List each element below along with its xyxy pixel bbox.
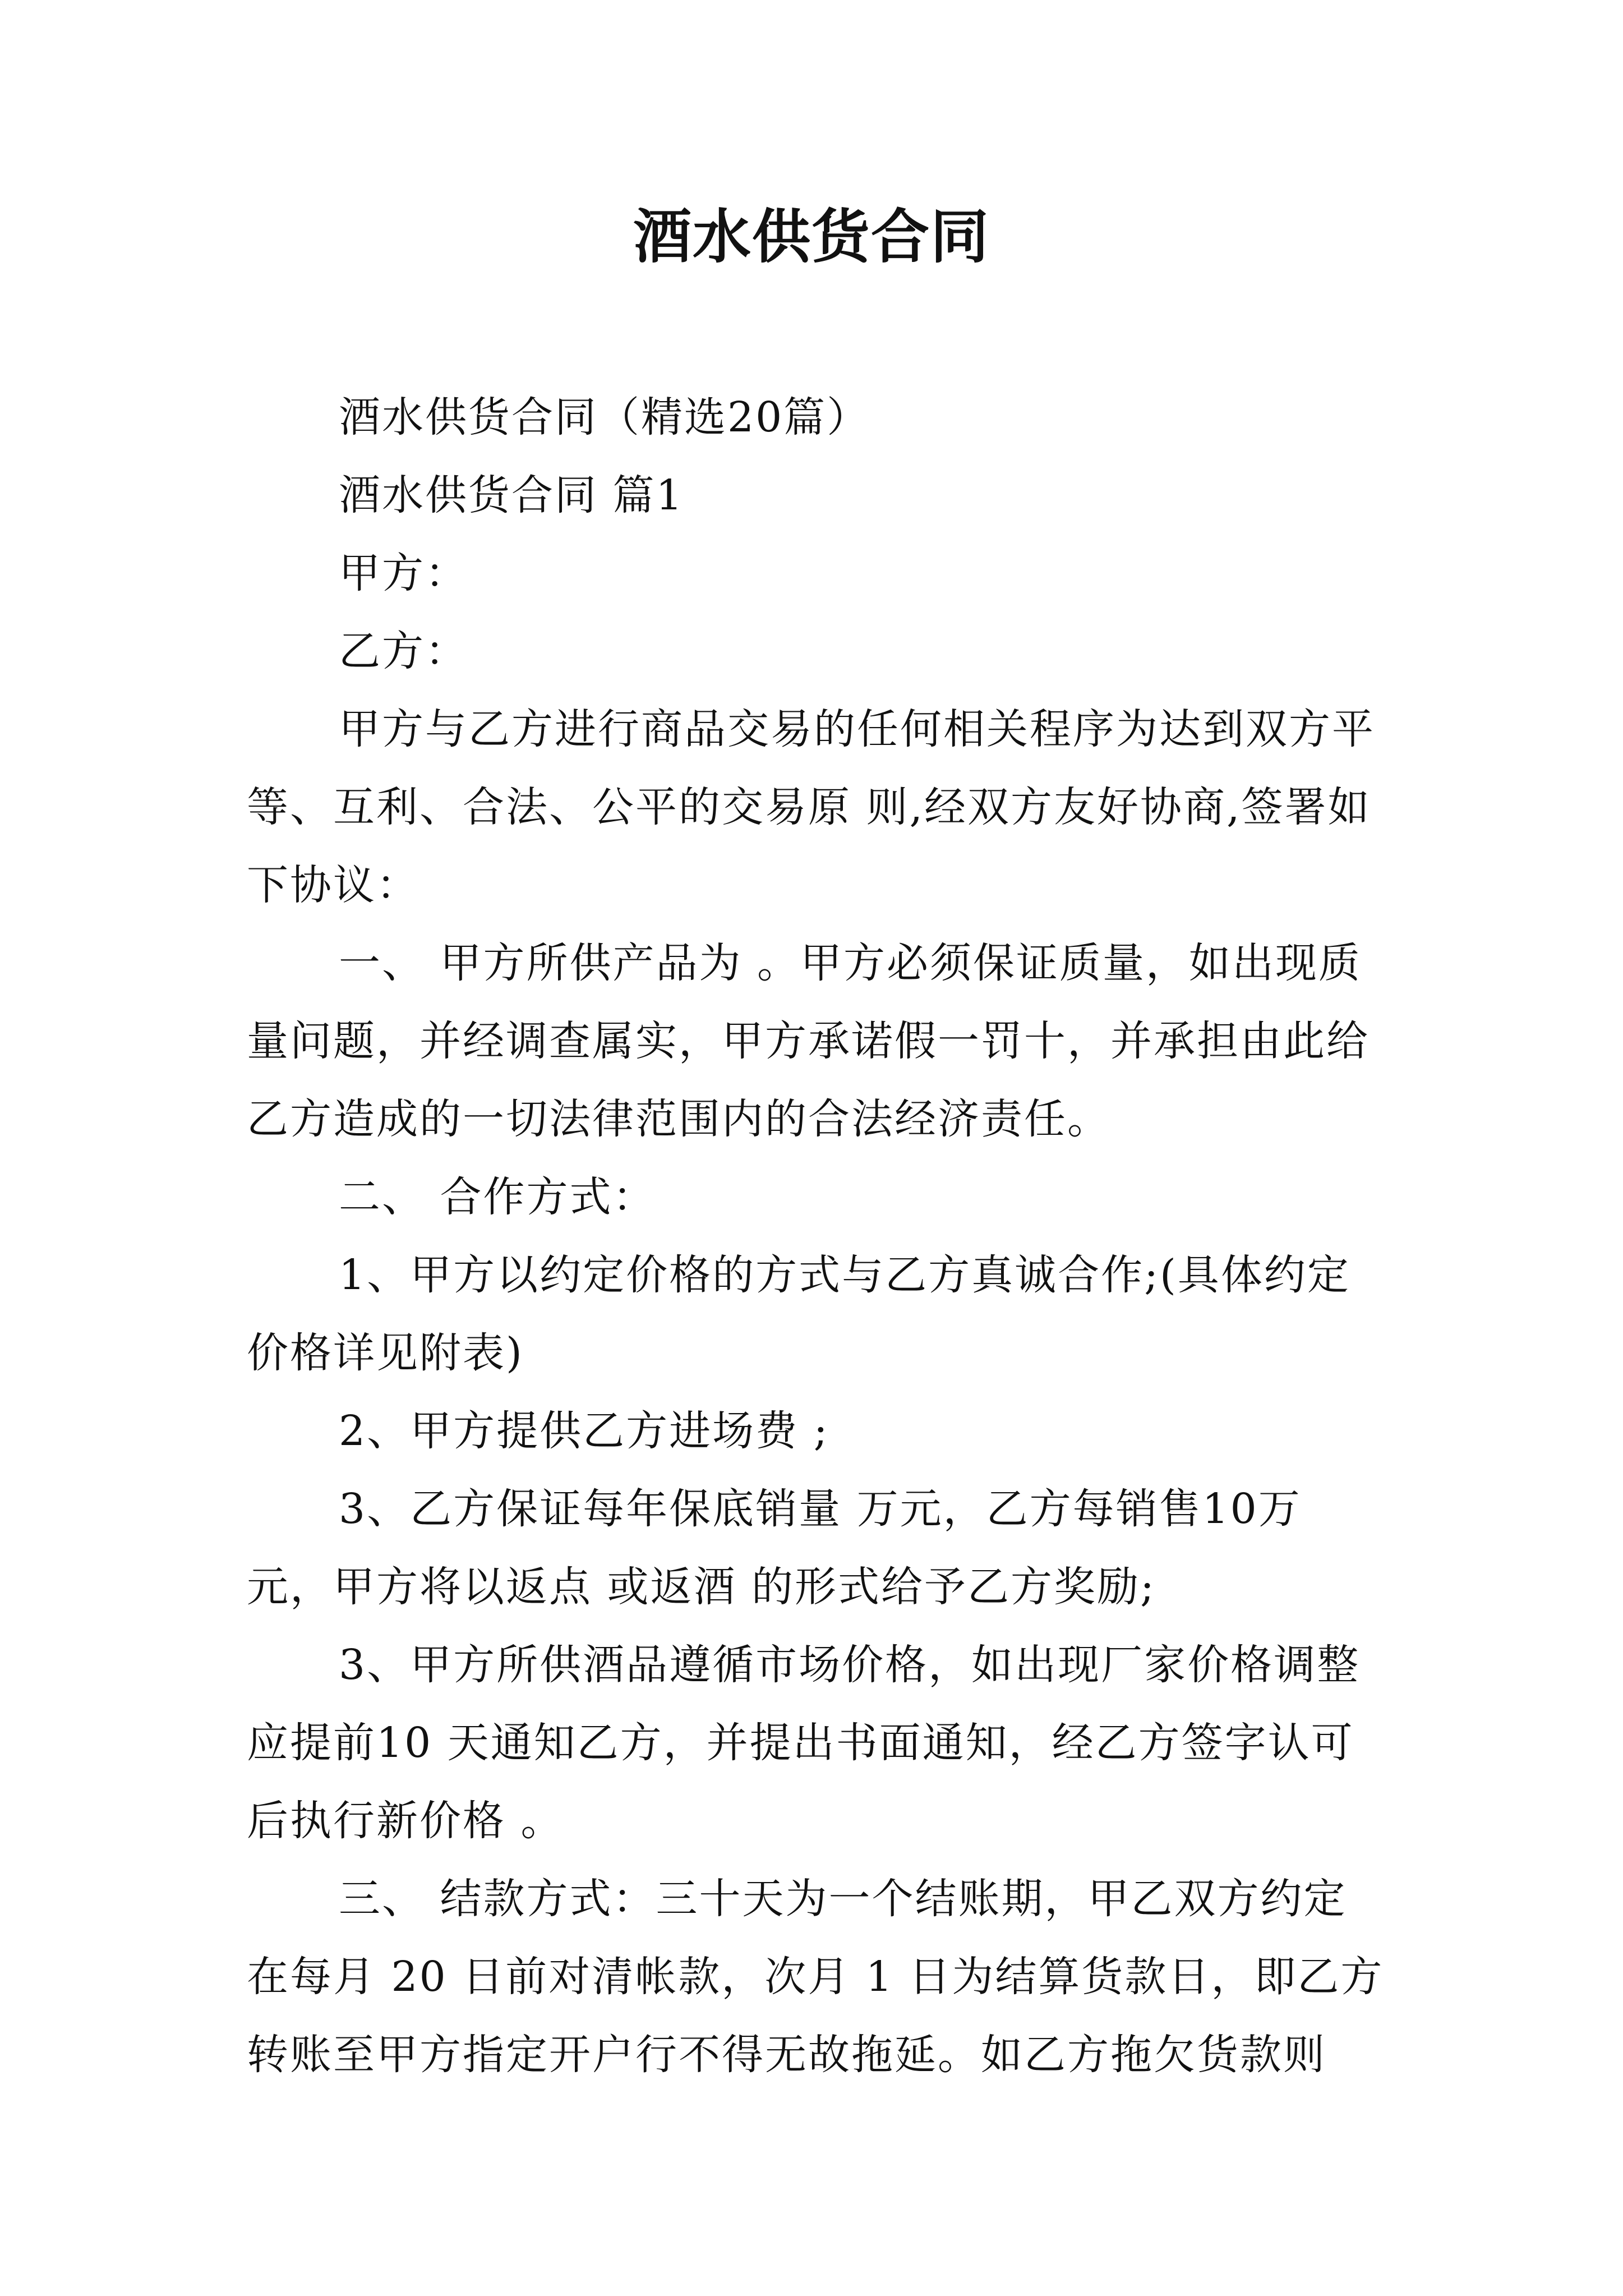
subtitle-line: 酒水供货合同（精选20篇） [339, 393, 870, 441]
intro-paragraph: 甲方与乙方进行商品交易的任何相关程序为达到双方平等、互利、合法、公平的交易原 则,经双方友好协商,签署如下协议： [247, 705, 1375, 909]
document-title: 酒水供货合同 [633, 202, 990, 271]
clause-2-heading: 二、 合作方式： [339, 1173, 656, 1221]
clause-1-paragraph: 一、 甲方所供产品为 。甲方必须保证质量，如出现质量问题，并经调查属实，甲方承诺假一罚十，并承担由此给乙方造成的一切法律范围内的合法经济责任。 [247, 939, 1370, 1143]
clause-2-item-2: 2、甲方提供乙方进场费 ; [339, 1407, 829, 1455]
party-b-line: 乙方： [339, 627, 468, 675]
clause-3-paragraph: 三、 结款方式：三十天为一个结账期，甲乙双方约定在每月 20 日前对清帐款，次月 1 日为结算货款日，即乙方转账至甲方指定开户行不得无故拖延。如乙方拖欠货款则 [247, 1875, 1384, 2079]
document-body [247, 379, 1385, 2094]
clause-2-item-3: 3、乙方保证每年保底销量 万元，乙方每销售10万元，甲方将以返点 或返酒 的形式给予乙方奖励; [247, 1485, 1302, 1611]
clause-2-item-1: 1、甲方以约定价格的方式与乙方真诚合作;(具体约定价格详见附表) [247, 1251, 1350, 1377]
party-a-line: 甲方： [339, 549, 468, 597]
section-heading: 酒水供货合同 篇1 [339, 471, 684, 519]
clause-2-item-3b: 3、甲方所供酒品遵循市场价格，如出现厂家价格调整应提前10 天通知乙方，并提出书面通知，经乙方签字认可后执行新价格 。 [247, 1641, 1361, 1845]
